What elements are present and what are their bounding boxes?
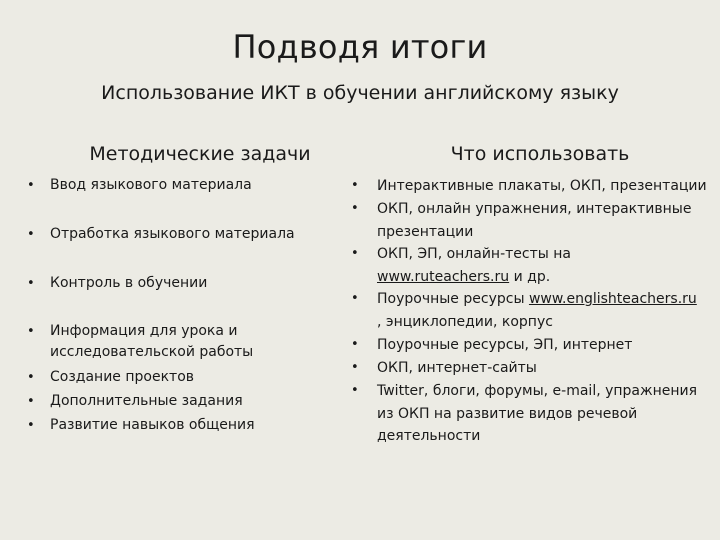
bullet: • (27, 418, 35, 433)
list-item: Развитие навыков общения (50, 417, 255, 433)
bullet: • (27, 178, 35, 193)
list-item (377, 175, 707, 198)
bullet: • (351, 246, 359, 261)
right-column-heading: Что использовать (450, 143, 630, 165)
list-item: Создание проектов (50, 369, 195, 385)
list-item (377, 380, 707, 448)
bullet: • (351, 201, 359, 216)
list-item-line: деятельности (377, 428, 481, 444)
list-item: Ввод языкового материала (50, 177, 252, 193)
list-item (377, 198, 707, 243)
list-item (377, 288, 707, 333)
bullet: • (27, 394, 35, 409)
list-item (50, 321, 340, 363)
list-item (377, 334, 707, 357)
list-item: Контроль в обучении (50, 275, 208, 291)
list-item-line: ОКП, интернет-сайты (377, 360, 537, 376)
bullet: • (351, 360, 359, 375)
slide-title: Подводя итоги (232, 28, 488, 66)
list-item-line: ОКП, онлайн упражнения, интерактивные (377, 201, 692, 217)
slide-subtitle: Использование ИКТ в обучении английскому языку (101, 82, 619, 104)
bullet: • (27, 276, 35, 291)
list-item-line: Поурочные ресурсы, ЭП, интернет (377, 337, 633, 353)
bullet: • (351, 383, 359, 398)
list-item-line: ОКП, ЭП, онлайн-тесты на (377, 246, 571, 262)
list-item: Дополнительные задания (50, 393, 243, 409)
list-item-line (377, 266, 707, 289)
list-item-text: и др. (509, 268, 551, 285)
list-item-line: Интерактивные плакаты, ОКП, презентации (377, 178, 707, 194)
list-item (377, 243, 707, 288)
bullet: • (351, 178, 359, 193)
list-item-line: , энциклопедии, корпус (377, 313, 553, 330)
englishteachers-link[interactable]: www.englishteachers.ru (528, 291, 697, 307)
list-item-line: Twitter, блоги, форумы, e-mail, упражнения (377, 383, 698, 399)
list-item-text: Поурочные ресурсы (377, 291, 529, 307)
left-column-heading: Методические задачи (89, 143, 311, 165)
bullet: • (351, 337, 359, 352)
list-item-line: исследовательской работы (50, 344, 254, 360)
list-item (377, 357, 707, 380)
ruteachers-link[interactable]: www.ruteachers.ru (377, 268, 510, 285)
bullet: • (27, 227, 35, 242)
list-item-line: Информация для урока и (50, 323, 238, 339)
bullet: • (27, 324, 35, 339)
bullet: • (351, 291, 359, 306)
list-item-line (377, 288, 707, 311)
list-item-line: из ОКП на развитие видов речевой (377, 405, 638, 422)
bullet: • (27, 370, 35, 385)
list-item: Отработка языкового материала (50, 226, 295, 242)
list-item-line: презентации (377, 223, 474, 240)
